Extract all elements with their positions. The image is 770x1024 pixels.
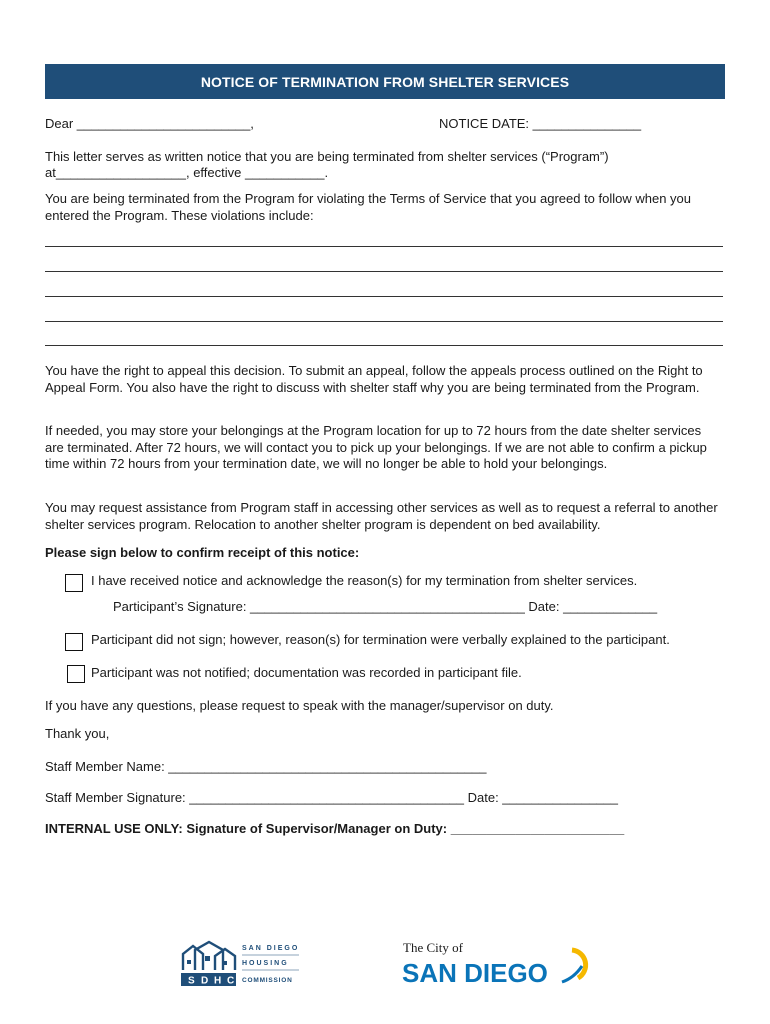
violation-line-1[interactable]: [45, 246, 723, 247]
sign-heading: Please sign below to confirm receipt of this notice:: [45, 545, 360, 560]
did-not-sign-checkbox[interactable]: [65, 633, 83, 651]
dear-field[interactable]: Dear ________________________,: [45, 116, 254, 131]
city-of-san-diego-logo: [402, 938, 592, 988]
assistance-paragraph: You may request assistance from Program staff in accessing other services as well as to request a referral to another shelter services program. Relocation to another shelter program is dependent on bed availability.: [45, 500, 718, 532]
staff-name-field[interactable]: Staff Member Name: ____________________________________________: [45, 759, 487, 774]
sdhc-letter-c: C: [227, 975, 235, 987]
violation-line-2[interactable]: [45, 271, 723, 272]
not-notified-checkbox[interactable]: [67, 665, 85, 683]
violation-line-4[interactable]: [45, 321, 723, 322]
did-not-sign-label: Participant did not sign; however, reason(s) for termination were verbally explained to the participant.: [91, 632, 670, 647]
sdhc-logo: [181, 940, 301, 988]
belongings-paragraph: If needed, you may store your belongings at the Program location for up to 72 hours from the date shelter services are terminated. After 72 hours, we will contact you to pick up your belongings. If we are not able to confirm a pickup time within 72 hours from your termination date, we will no longer be able to hold your belongings.: [45, 423, 707, 471]
appeal-paragraph: You have the right to appeal this decision. To submit an appeal, follow the appeals process outlined on the Right to Appeal Form. You also have the right to discuss with shelter staff why you are being terminated from the Program.: [45, 363, 703, 395]
sdhc-letter-s: S: [188, 975, 195, 987]
sdhc-line-1: SAN DIEGO: [242, 945, 300, 952]
page-title: [45, 64, 725, 99]
participant-signature-field[interactable]: Participant’s Signature: ______________________________________ Date: _____________: [113, 599, 658, 614]
city-small-text: The City of: [403, 940, 463, 955]
acknowledge-label: I have received notice and acknowledge the reason(s) for my termination from shelter services.: [91, 573, 638, 588]
violation-line-3[interactable]: [45, 296, 723, 297]
intro-line-1: This letter serves as written notice that you are being terminated from shelter services (“Program”): [45, 149, 609, 164]
sdhc-house-icon: [181, 940, 301, 988]
questions-line: If you have any questions, please request to speak with the manager/supervisor on duty.: [45, 698, 554, 713]
city-logo-graphic: [402, 938, 592, 988]
notice-date-field[interactable]: NOTICE DATE: _______________: [439, 116, 642, 131]
intro-line-2[interactable]: at__________________, effective ___________.: [45, 165, 329, 180]
sdhc-letter-d: D: [201, 975, 209, 987]
violation-paragraph: You are being terminated from the Program for violating the Terms of Service that you agreed to follow when you entered the Program. These violations include:: [45, 191, 692, 223]
sdhc-letter-h: H: [214, 975, 222, 987]
thank-you: Thank you,: [45, 726, 110, 741]
violation-line-5[interactable]: [45, 345, 723, 346]
internal-use-field[interactable]: INTERNAL USE ONLY: Signature of Supervisor/Manager on Duty: ________________________: [45, 821, 625, 836]
city-big-text: SAN DIEGO: [402, 958, 548, 988]
acknowledge-checkbox[interactable]: [65, 574, 83, 592]
not-notified-label: Participant was not notified; documentation was recorded in participant file.: [91, 665, 522, 680]
title-text: NOTICE OF TERMINATION FROM SHELTER SERVICES: [200, 73, 570, 90]
sdhc-line-2: HOUSING: [242, 960, 289, 967]
sdhc-line-3: COMMISSION: [242, 977, 293, 984]
staff-signature-field[interactable]: Staff Member Signature: ______________________________________ Date: ________________: [45, 790, 618, 805]
